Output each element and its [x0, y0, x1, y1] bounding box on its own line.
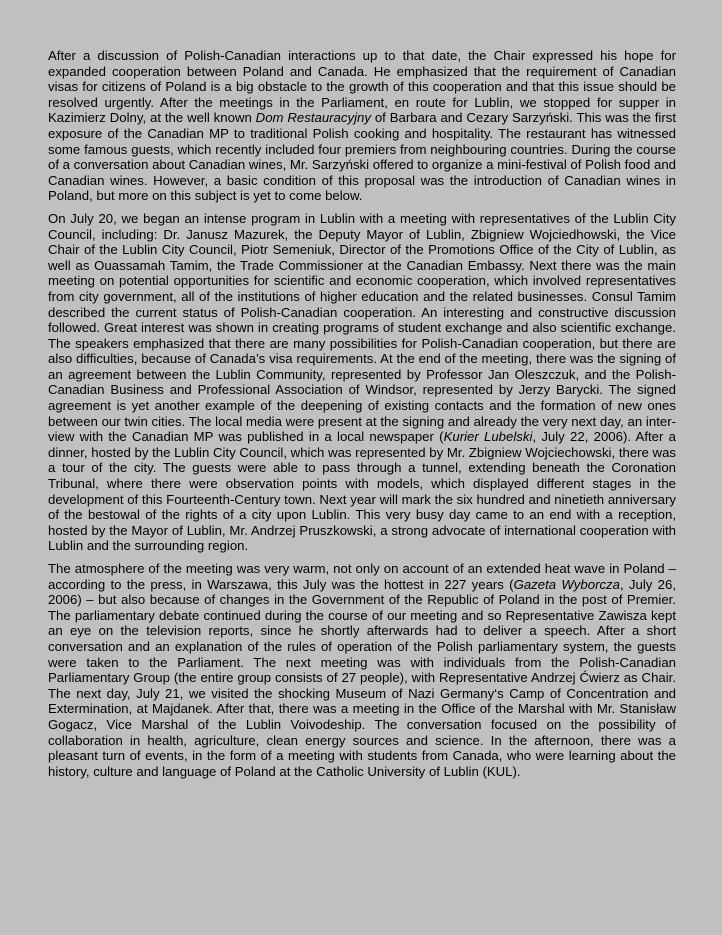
- text-run: The atmosphere of the meeting was very warm, not only on account of an extended heat wave in Poland – according to the press, in Warszawa, this July was the hottest in 227 years (: [48, 561, 676, 592]
- paragraph: [48, 211, 676, 554]
- text-run: After a discussion of Polish-Canadian interactions up to that date, the Chair expressed his hope for expanded cooperation between Poland and Canada. He emphasized that the requirement of Canadian visas for citizens of Poland is a big obstacle to the growth of this cooperation and that this issue should be resolved urgently. After the meetings in the Parliament, en route for Lublin, we stopped for supper in Kazimierz Dolny, at the well known: [48, 48, 676, 126]
- newspaper-title: Gazeta Wyborcza: [513, 576, 620, 592]
- text-run: of Barbara and Cezary Sarzyński. This was the first exposure of the Canadian MP to traditional Polish cooking and hospitality. The restaurant has witnessed some famous guests, which recently included four premiers from neighbouring countries. During the course of a conversation about Canadian wines, Mr. Sarzyński offered to organize a mini-festival of Polish food and Canadian wines. However, a basic condition of this proposal was the introduction of Canadian wines in Poland, but more on this subject is yet to come below.: [48, 110, 676, 204]
- text-run: , July 26, 2006) – but also because of changes in the Government of the Republic of Poland in the post of Premier. The parliamentary debate continued during the course of our meeting and so Representative Zawisza kept an eye on the television reports, since he shortly afterwards had to deliver a speech. After a short conversation and an explanation of the rules of operation of the Polish parliamentary system, the guests were taken to the Parliament. The next meeting was with individuals from the Polish-Canadian Parliamentary Group (the entire group consists of 27 people), with Representative Andrzej Ćwierz as Chair. The next day, July 21, we visited the shocking Museum of Nazi Germany‘s Camp of Concentration and Extermination, at Majdanek. After that, there was a meeting in the Office of the Marshal with Mr. Stanisław Gogacz, Vice Marshal of the Lublin Voivodeship. The conversation focused on the possibility of collaboration in health, agriculture, clean energy sources and science. In the afternoon, there was a pleasant turn of events, in the form of a meeting with students from Canada, who were learning about the history, culture and language of Poland at the Catholic University of Lublin (KUL).: [48, 576, 676, 779]
- text-run: , July 22, 2006). After a dinner, hosted by the Lublin City Council, which was represented by Mr. Zbigniew Wojciechowski, there was a tour of the city. The guests were able to pass through a tunnel, extending beneath the Coronation Tribunal, where there were observation points with models, which displayed different stages in the development of this Fourteenth-Century town. Next year will mark the six hundred and ninetieth anniversary of the bestowal of the rights of a city upon Lublin. This very busy day came to an end with a reception, hosted by the Mayor of Lublin, Mr. Andrzej Pruszkowski, a strong advocate of international cooperation with Lublin and the surrounding region.: [48, 429, 676, 554]
- document-page: [48, 48, 676, 779]
- restaurant-name: Dom Restauracyjny: [255, 110, 371, 126]
- paragraph: [48, 561, 676, 779]
- text-run: On July 20, we began an intense program in Lublin with a meeting with representatives of the Lublin City Council, including: Dr. Janusz Mazurek, the Deputy Mayor of Lublin, Zbigniew Wojciedhowski, the Vice Chair of the Lublin City Council, Piotr Semeniuk, Director of the Promotions Office of the City of Lublin, as well as Ouassamah Tamim, the Trade Commissioner at the Canadian Embassy. Next there was the main meeting on potential opportunities for scientific and economic cooperation, which involved representatives from city government, all of the institutions of higher education and the related businesses. Consul Tamim described the current status of Polish-Canadian cooperation. An interesting and constructive discussion followed. Great interest was shown in creating programs of student exchange and also scientific exchange. The speakers emphasized that there are many possibilities for Polish-Canadian cooperation, but there are also difficulties, because of Canada’s visa requirements. At the end of the meeting, there was the signing of an agreement between the Lublin Community, represented by Professor Jan Oleszczuk, and the Polish-Canadian Business and Professional Association of Windsor, represented by Jerzy Barycki. The signed agreement is yet another example of the deepening of existing contacts and the formation of new ones between our twin cities. The local media were present at the signing and already the very next day, an interview with the Canadian MP was published in a local newspaper (: [48, 210, 676, 445]
- paragraph: [48, 48, 676, 204]
- newspaper-title: Kurier Lubelski: [443, 429, 533, 445]
